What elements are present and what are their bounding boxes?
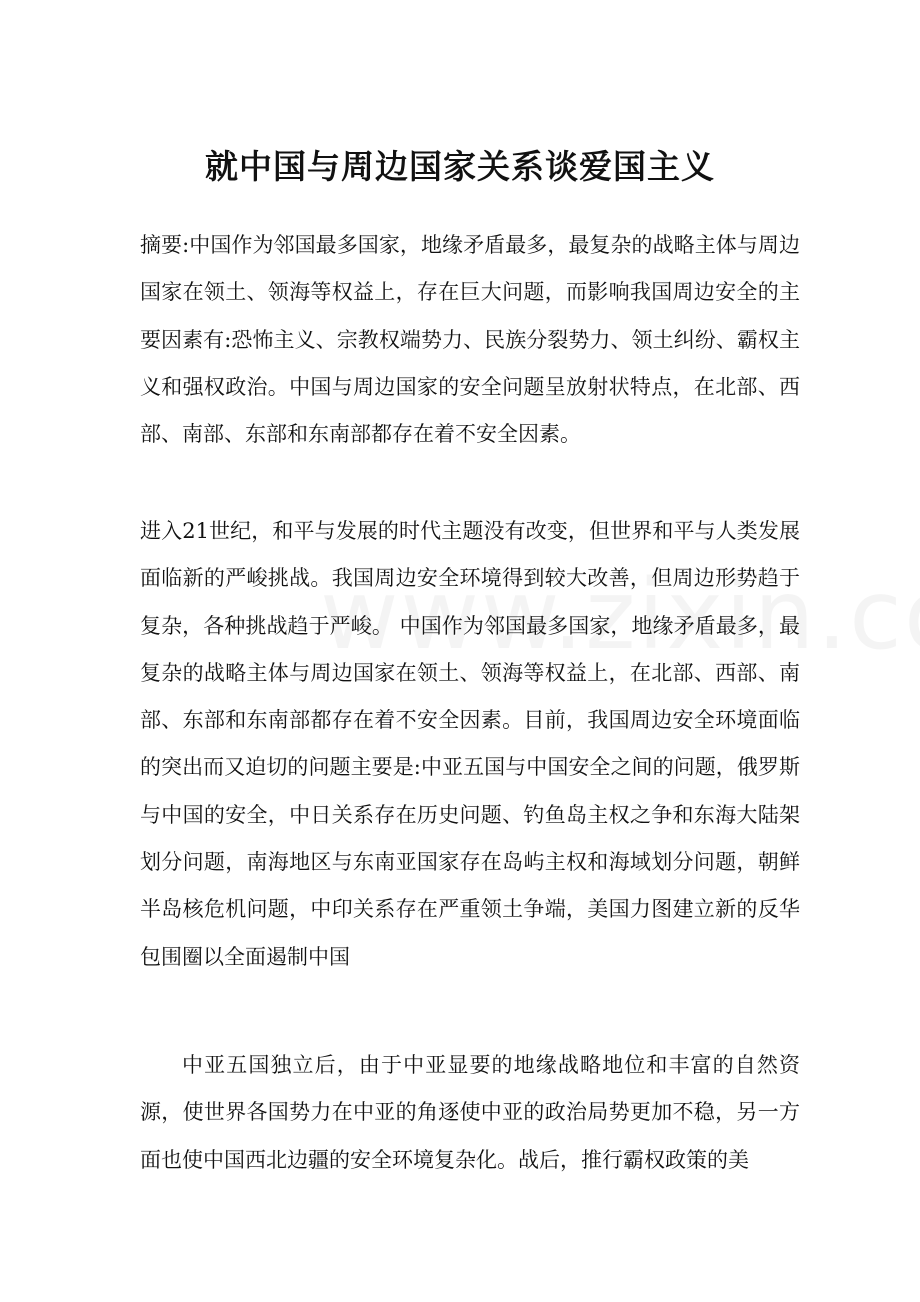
body-paragraph-1: 进入21世纪，和平与发展的时代主题没有改变，但世界和平与人类发展面临新的严峻挑战。我国周边安全环境得到较大改善，但周边形势趋于复杂，各种挑战趋于严峻。 中国作为邻国最多国家，地缘矛盾最多，最复杂的战略主体与周边国家在领土、领海等权益上，在北部、西部、南部、东部和东南部都存在着不安全因素。目前，我国周边安全环境面临的突出而又迫切的问题主要是:中亚五国与中国安全之间的问题，俄罗斯与中国的安全，中日关系存在历史问题、钓鱼岛主权之争和东海大陆架划分问题，南海地区与东南亚国家存在岛屿主权和海域划分问题，朝鲜半岛核危机问题，中印关系存在严重领土争端，美国力图建立新的反华包围圈以全面遏制中国 <box>140 519 800 969</box>
abstract-paragraph: 摘要:中国作为邻国最多国家，地缘矛盾最多，最复杂的战略主体与周边国家在领土、领海等权益上，存在巨大问题，而影响我国周边安全的主要因素有:恐怖主义、宗教权端势力、民族分裂势力、领土纠纷、霸权主义和强权政治。中国与周边国家的安全问题呈放射状特点，在北部、西部、南部、东部和东南部都存在着不安全因素。 <box>140 233 800 447</box>
body-paragraph-2: 中亚五国独立后，由于中亚显要的地缘战略地位和丰富的自然资源，使世界各国势力在中亚的角逐使中亚的政治局势更加不稳，另一方面也使中国西北边疆的安全环境复杂化。战后，推行霸权政策的美 <box>140 1053 800 1172</box>
document-title: 就中国与周边国家关系谈爱国主义 <box>205 147 715 186</box>
